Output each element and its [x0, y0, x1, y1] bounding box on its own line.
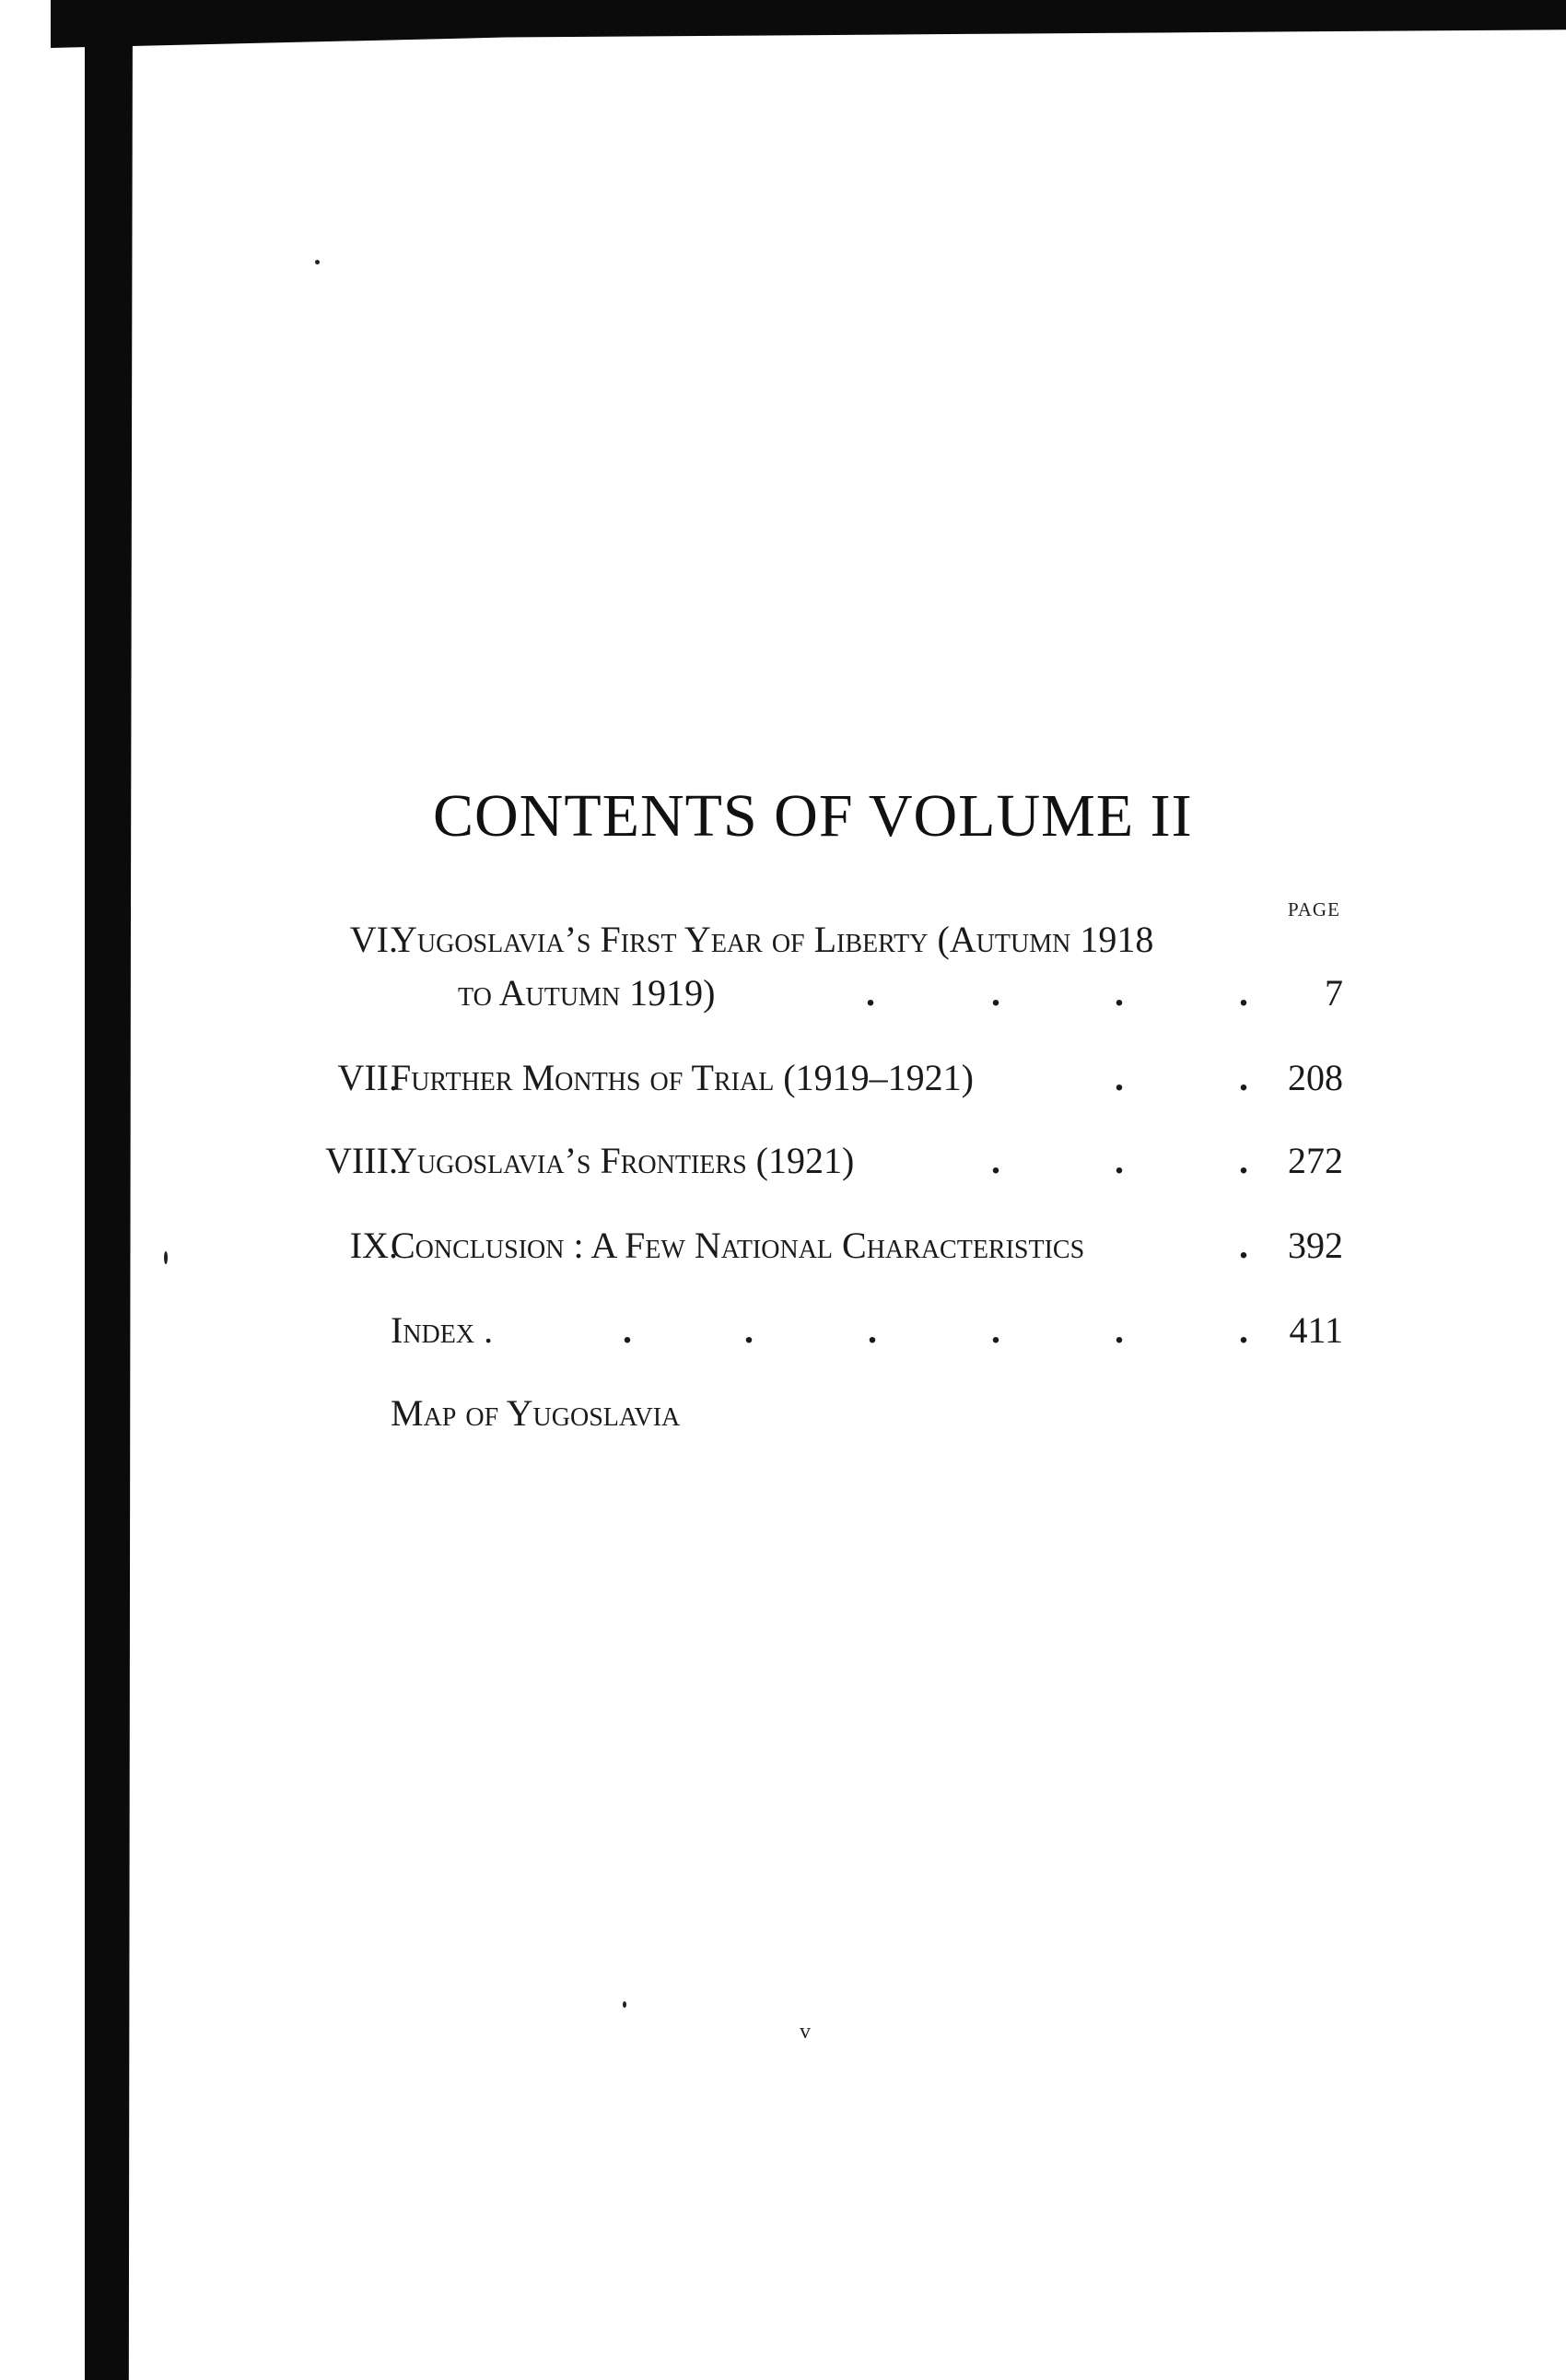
scan-border-top [51, 0, 1566, 48]
leader-dot: . [866, 972, 875, 1014]
page-number: 208 [1288, 1057, 1343, 1098]
chapter-number: VII. [337, 1057, 398, 1098]
chapter-title: Further Months of Trial (1919–1921) [391, 1057, 974, 1098]
page-number: 7 [1325, 972, 1343, 1014]
index-title: Index . [391, 1309, 494, 1351]
leader-dot: . [1115, 1140, 1124, 1181]
page-number: 272 [1288, 1140, 1343, 1181]
leader-dot: . [991, 972, 1000, 1014]
leader-dot: . [1239, 1057, 1248, 1098]
toc-entry [0, 1139, 1566, 1194]
scan-speck [623, 2001, 626, 2008]
toc-entry [0, 1391, 1566, 1447]
leader-dot: . [1239, 972, 1248, 1014]
chapter-number: VIII. [325, 1140, 398, 1181]
toc-entry [0, 1308, 1566, 1364]
chapter-title: Yugoslavia’s First Year of Liberty (Autumn 1918 [391, 919, 1154, 960]
page-column-label: PAGE [1288, 898, 1340, 920]
chapter-title-continued: to Autumn 1919) [458, 972, 716, 1014]
leader-dot: . [1115, 1309, 1124, 1351]
scan-speck [315, 260, 320, 264]
page-number: 392 [1288, 1225, 1343, 1266]
leader-dot: . [744, 1309, 754, 1351]
page-folio: v [800, 2020, 811, 2044]
leader-dot: . [868, 1309, 877, 1351]
leader-dot: . [1239, 1140, 1248, 1181]
leader-dot: . [991, 1140, 1000, 1181]
chapter-number: IX. [349, 1225, 398, 1266]
toc-entry [0, 918, 1566, 973]
chapter-title: Conclusion : A Few National Characteristics [391, 1225, 1085, 1266]
chapter-number: VI. [349, 919, 398, 960]
chapter-title: Yugoslavia’s Frontiers (1921) [391, 1140, 855, 1181]
toc-entry-continuation [0, 971, 1566, 1026]
leader-dot: . [991, 1309, 1000, 1351]
leader-dot: . [1239, 1309, 1248, 1351]
toc-entry [0, 1056, 1566, 1111]
leader-dot: . [1115, 972, 1124, 1014]
leader-dot: . [623, 1309, 632, 1351]
page-title: CONTENTS OF VOLUME II [433, 782, 1193, 850]
toc-entry [0, 1224, 1566, 1279]
leader-dot: . [1115, 1057, 1124, 1098]
page-number: 411 [1289, 1309, 1343, 1351]
leader-dot: . [1239, 1225, 1248, 1266]
map-title: Map of Yugoslavia [391, 1392, 681, 1434]
